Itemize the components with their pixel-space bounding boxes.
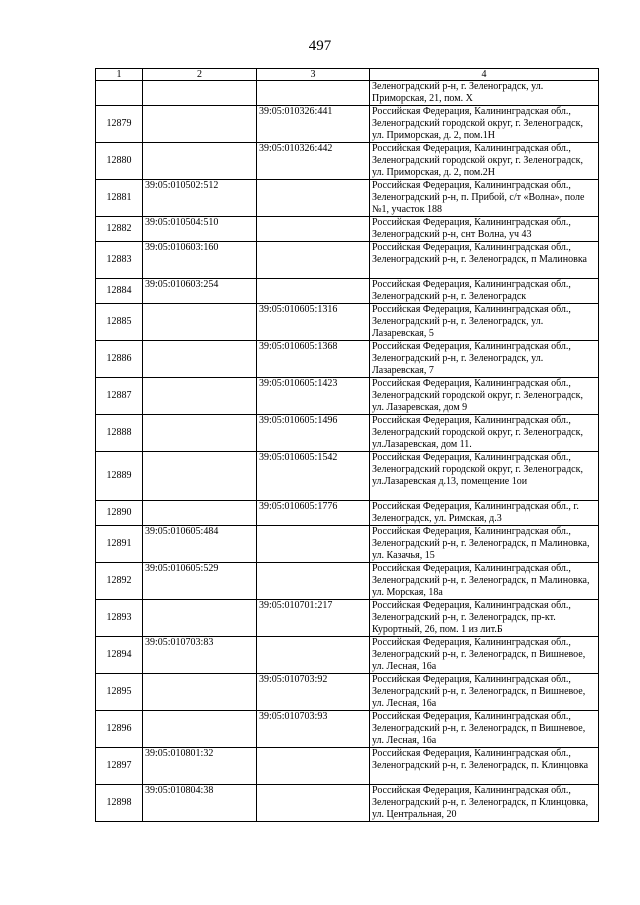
cadastral-number-col2 [143, 341, 257, 378]
row-number: 12884 [96, 279, 143, 304]
cadastral-number-col3 [257, 217, 370, 242]
cadastral-number-col2 [143, 452, 257, 501]
registry-table [95, 68, 599, 822]
cadastral-number-col2: 39:05:010603:160 [143, 242, 257, 279]
row-number: 12893 [96, 600, 143, 637]
row-number: 12888 [96, 415, 143, 452]
table-row [96, 143, 599, 180]
cadastral-number-col2 [143, 711, 257, 748]
table-body [96, 81, 599, 822]
table-row [96, 711, 599, 748]
row-number: 12890 [96, 501, 143, 526]
cadastral-number-col2: 39:05:010603:254 [143, 279, 257, 304]
address-cell: Зеленоградский р-н, г. Зеленоградск, ул. Приморская, 21, пом. X [370, 81, 599, 106]
column-header: 3 [257, 69, 370, 81]
address-cell: Российская Федерация, Калининградская обл., Зеленоградский р-н, г. Зеленоградск, п Малиновка, ул. Казачья, 15 [370, 526, 599, 563]
address-cell: Российская Федерация, Калининградская обл., Зеленоградский р-н, г. Зеленоградск, п Клинцовка, ул. Центральная, 20 [370, 785, 599, 822]
address-cell: Российская Федерация, Калининградская обл., Зеленоградский р-н, п. Прибой, с/т «Волна», поле №1, участок 188 [370, 180, 599, 217]
cadastral-number-col2: 39:05:010502:512 [143, 180, 257, 217]
cadastral-number-col3: 39:05:010605:1423 [257, 378, 370, 415]
cadastral-number-col3: 39:05:010703:92 [257, 674, 370, 711]
address-cell: Российская Федерация, Калининградская обл., Зеленоградский городской округ, г. Зеленоградск, ул. Приморская, д. 2, пом.1Н [370, 106, 599, 143]
cadastral-number-col2 [143, 600, 257, 637]
address-cell: Российская Федерация, Калининградская обл., Зеленоградский городской округ, г. Зеленоградск, ул.Лазаревская д.13, помещение 1ои [370, 452, 599, 501]
cadastral-number-col2 [143, 378, 257, 415]
address-cell: Российская Федерация, Калининградская обл., Зеленоградский городской округ, г. Зеленоградск, ул.Лазаревская, дом 11. [370, 415, 599, 452]
cadastral-number-col2: 39:05:010605:529 [143, 563, 257, 600]
cadastral-number-col2: 39:05:010804:38 [143, 785, 257, 822]
address-cell: Российская Федерация, Калининградская обл., Зеленоградский р-н, г. Зеленоградск, ул. Лазаревская, 7 [370, 341, 599, 378]
address-cell: Российская Федерация, Калининградская обл., Зеленоградский городской округ, г. Зеленоградск, ул. Лазаревская, дом 9 [370, 378, 599, 415]
table-row [96, 217, 599, 242]
cadastral-number-col3: 39:05:010605:1316 [257, 304, 370, 341]
address-cell: Российская Федерация, Калининградская обл., Зеленоградский р-н, г. Зеленоградск, п Малиновка, ул. Морская, 18а [370, 563, 599, 600]
cadastral-number-col3 [257, 81, 370, 106]
address-cell: Российская Федерация, Калининградская обл., Зеленоградский р-н, г. Зеленоградск [370, 279, 599, 304]
row-number: 12887 [96, 378, 143, 415]
cadastral-number-col3: 39:05:010701:217 [257, 600, 370, 637]
cadastral-number-col3 [257, 637, 370, 674]
cadastral-number-col3 [257, 748, 370, 785]
cadastral-number-col2 [143, 81, 257, 106]
row-number: 12894 [96, 637, 143, 674]
cadastral-number-col2: 39:05:010504:510 [143, 217, 257, 242]
row-number: 12892 [96, 563, 143, 600]
cadastral-number-col2 [143, 143, 257, 180]
address-cell: Российская Федерация, Калининградская обл., Зеленоградский р-н, г. Зеленоградск, п. Клинцовка [370, 748, 599, 785]
table-row [96, 674, 599, 711]
table-row [96, 501, 599, 526]
row-number: 12896 [96, 711, 143, 748]
row-number: 12883 [96, 242, 143, 279]
cadastral-number-col2: 39:05:010703:83 [143, 637, 257, 674]
row-number: 12897 [96, 748, 143, 785]
address-cell: Российская Федерация, Калининградская обл., Зеленоградский р-н, г. Зеленоградск, ул. Лазаревская, 5 [370, 304, 599, 341]
cadastral-number-col2 [143, 501, 257, 526]
table-row [96, 341, 599, 378]
row-number: 12898 [96, 785, 143, 822]
address-cell: Российская Федерация, Калининградская обл., Зеленоградский р-н, г. Зеленоградск, п Малиновка [370, 242, 599, 279]
row-number: 12891 [96, 526, 143, 563]
table-row [96, 785, 599, 822]
cadastral-number-col3: 39:05:010605:1496 [257, 415, 370, 452]
row-number [96, 81, 143, 106]
address-cell: Российская Федерация, Калининградская обл., Зеленоградский р-н, г. Зеленоградск, п Вишневое, ул. Лесная, 16а [370, 674, 599, 711]
row-number: 12895 [96, 674, 143, 711]
address-cell: Российская Федерация, Калининградская обл., Зеленоградский р-н, г. Зеленоградск, п Вишневое, ул. Лесная, 16а [370, 711, 599, 748]
cadastral-number-col3: 39:05:010605:1776 [257, 501, 370, 526]
address-cell: Российская Федерация, Калининградская обл., Зеленоградский городской округ, г. Зеленоградск, ул. Приморская, д. 2, пом.2Н [370, 143, 599, 180]
table-row [96, 748, 599, 785]
table-row [96, 600, 599, 637]
cadastral-number-col3 [257, 526, 370, 563]
table-row [96, 180, 599, 217]
column-header: 2 [143, 69, 257, 81]
row-number: 12889 [96, 452, 143, 501]
row-number: 12882 [96, 217, 143, 242]
address-cell: Российская Федерация, Калининградская обл., Зеленоградский р-н, снт Волна, уч 43 [370, 217, 599, 242]
row-number: 12886 [96, 341, 143, 378]
cadastral-number-col3: 39:05:010605:1542 [257, 452, 370, 501]
column-header: 4 [370, 69, 599, 81]
cadastral-number-col3 [257, 785, 370, 822]
table-row [96, 378, 599, 415]
table-row [96, 637, 599, 674]
row-number: 12885 [96, 304, 143, 341]
row-number: 12880 [96, 143, 143, 180]
address-cell: Российская Федерация, Калининградская обл., Зеленоградский р-н, г. Зеленоградск, п Вишневое, ул. Лесная, 16а [370, 637, 599, 674]
table-row [96, 304, 599, 341]
row-number: 12881 [96, 180, 143, 217]
address-cell: Российская Федерация, Калининградская обл., Зеленоградский р-н, г. Зеленоградск, пр-кт. Курортный, 26, пом. 1 из лит.Б [370, 600, 599, 637]
cadastral-number-col3 [257, 242, 370, 279]
cadastral-number-col3 [257, 180, 370, 217]
cadastral-number-col3: 39:05:010326:442 [257, 143, 370, 180]
table-row [96, 106, 599, 143]
table-row [96, 563, 599, 600]
column-header: 1 [96, 69, 143, 81]
row-number: 12879 [96, 106, 143, 143]
cadastral-number-col3 [257, 279, 370, 304]
table-row [96, 242, 599, 279]
cadastral-number-col3 [257, 563, 370, 600]
cadastral-number-col2 [143, 304, 257, 341]
page-number: 497 [308, 38, 332, 54]
cadastral-number-col2 [143, 674, 257, 711]
table-row [96, 452, 599, 501]
cadastral-number-col2: 39:05:010605:484 [143, 526, 257, 563]
cadastral-number-col3: 39:05:010703:93 [257, 711, 370, 748]
address-cell: Российская Федерация, Калининградская обл., г. Зеленоградск, ул. Римская, д.3 [370, 501, 599, 526]
cadastral-number-col2 [143, 106, 257, 143]
cadastral-number-col2: 39:05:010801:32 [143, 748, 257, 785]
table-row [96, 415, 599, 452]
cadastral-number-col3: 39:05:010326:441 [257, 106, 370, 143]
cadastral-number-col2 [143, 415, 257, 452]
cadastral-number-col3: 39:05:010605:1368 [257, 341, 370, 378]
table-row [96, 81, 599, 106]
table-row [96, 279, 599, 304]
table-row [96, 526, 599, 563]
table-header-row [96, 69, 599, 81]
